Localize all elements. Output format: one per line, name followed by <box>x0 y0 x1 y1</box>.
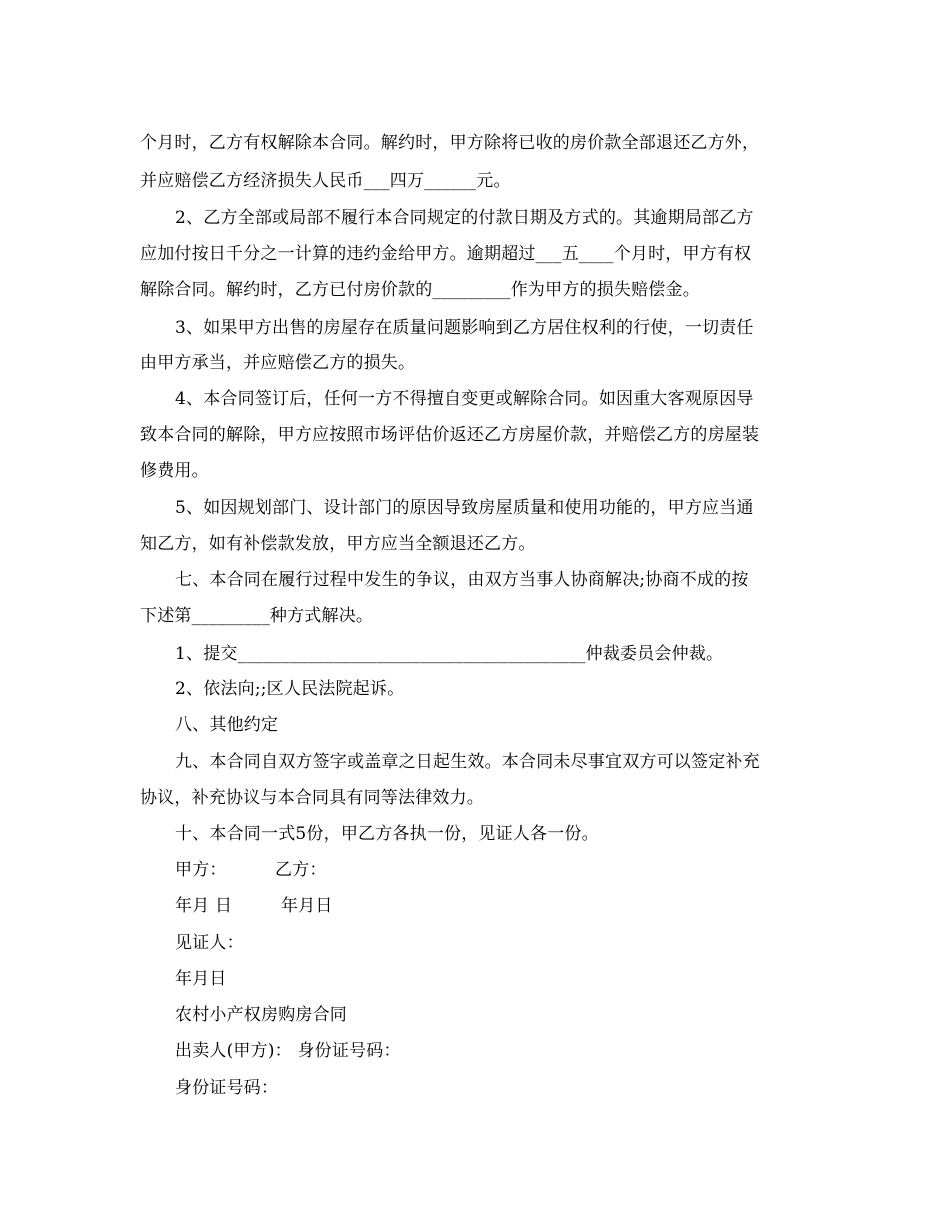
party-b-date: 年月日 <box>281 896 333 916</box>
text-line: 知乙方，如有补偿款发放，甲方应当全额退还乙方。 <box>140 534 536 554</box>
text-line: 4、本合同签订后，任何一方不得擅自变更或解除合同。如因重大客观原因导 <box>175 389 754 409</box>
text-line: 下述第_________种方式解决。 <box>140 606 374 626</box>
text-line: 九、本合同自双方签字或盖章之日起生效。本合同未尽事宜双方可以签定补充 <box>175 752 760 772</box>
id-line: 身份证号码： <box>175 1078 279 1098</box>
text-line: 八、其他约定 <box>175 715 279 735</box>
text-line: 由甲方承当，并应赔偿乙方的损失。 <box>140 353 416 373</box>
text-line: 3、如果甲方出售的房屋存在质量问题影响到乙方居住权利的行使，一切责任 <box>175 318 754 338</box>
text-line: 致本合同的解除，甲方应按照市场评估价返还乙方房屋价款，并赔偿乙方的房屋装 <box>140 425 760 445</box>
section-title: 农村小产权房购房合同 <box>175 1005 347 1025</box>
text-line: 十、本合同一式5份，甲乙方各执一份，见证人各一份。 <box>175 824 599 844</box>
text-line: 个月时，乙方有权解除本合同。解约时，甲方除将已收的房价款全部退还乙方外， <box>140 133 760 153</box>
party-a-label: 甲方： <box>175 860 227 880</box>
party-a-date: 年月 日 <box>175 896 233 916</box>
witness-label: 见证人： <box>175 933 244 953</box>
text-line: 协议，补充协议与本合同具有同等法律效力。 <box>140 788 484 808</box>
text-line: 2、依法向;;区人民法院起诉。 <box>175 679 405 699</box>
text-line: 修费用。 <box>140 461 209 481</box>
text-line: 解除合同。解约时，乙方已付房价款的_________作为甲方的损失赔偿金。 <box>140 280 700 300</box>
witness-date: 年月日 <box>175 969 227 989</box>
text-line: 应加付按日千分之一计算的违约金给甲方。逾期超过___五____个月时，甲方有权 <box>140 244 752 264</box>
text-line: 七、本合同在履行过程中发生的争议，由双方当事人协商解决;协商不成的按 <box>175 570 749 590</box>
seller-line: 出卖人(甲方)： 身份证号码： <box>175 1041 401 1061</box>
text-line: 2、乙方全部或局部不履行本合同规定的付款日期及方式的。其逾期局部乙方 <box>175 208 754 228</box>
text-line: 1、提交________________________________________仲裁委员会仲裁。 <box>175 644 724 664</box>
text-line: 并应赔偿乙方经济损失人民币___四万______元。 <box>140 171 511 191</box>
text-line: 5、如因规划部门、设计部门的原因导致房屋质量和使用功能的，甲方应当通 <box>175 498 754 518</box>
party-b-label: 乙方： <box>275 860 327 880</box>
